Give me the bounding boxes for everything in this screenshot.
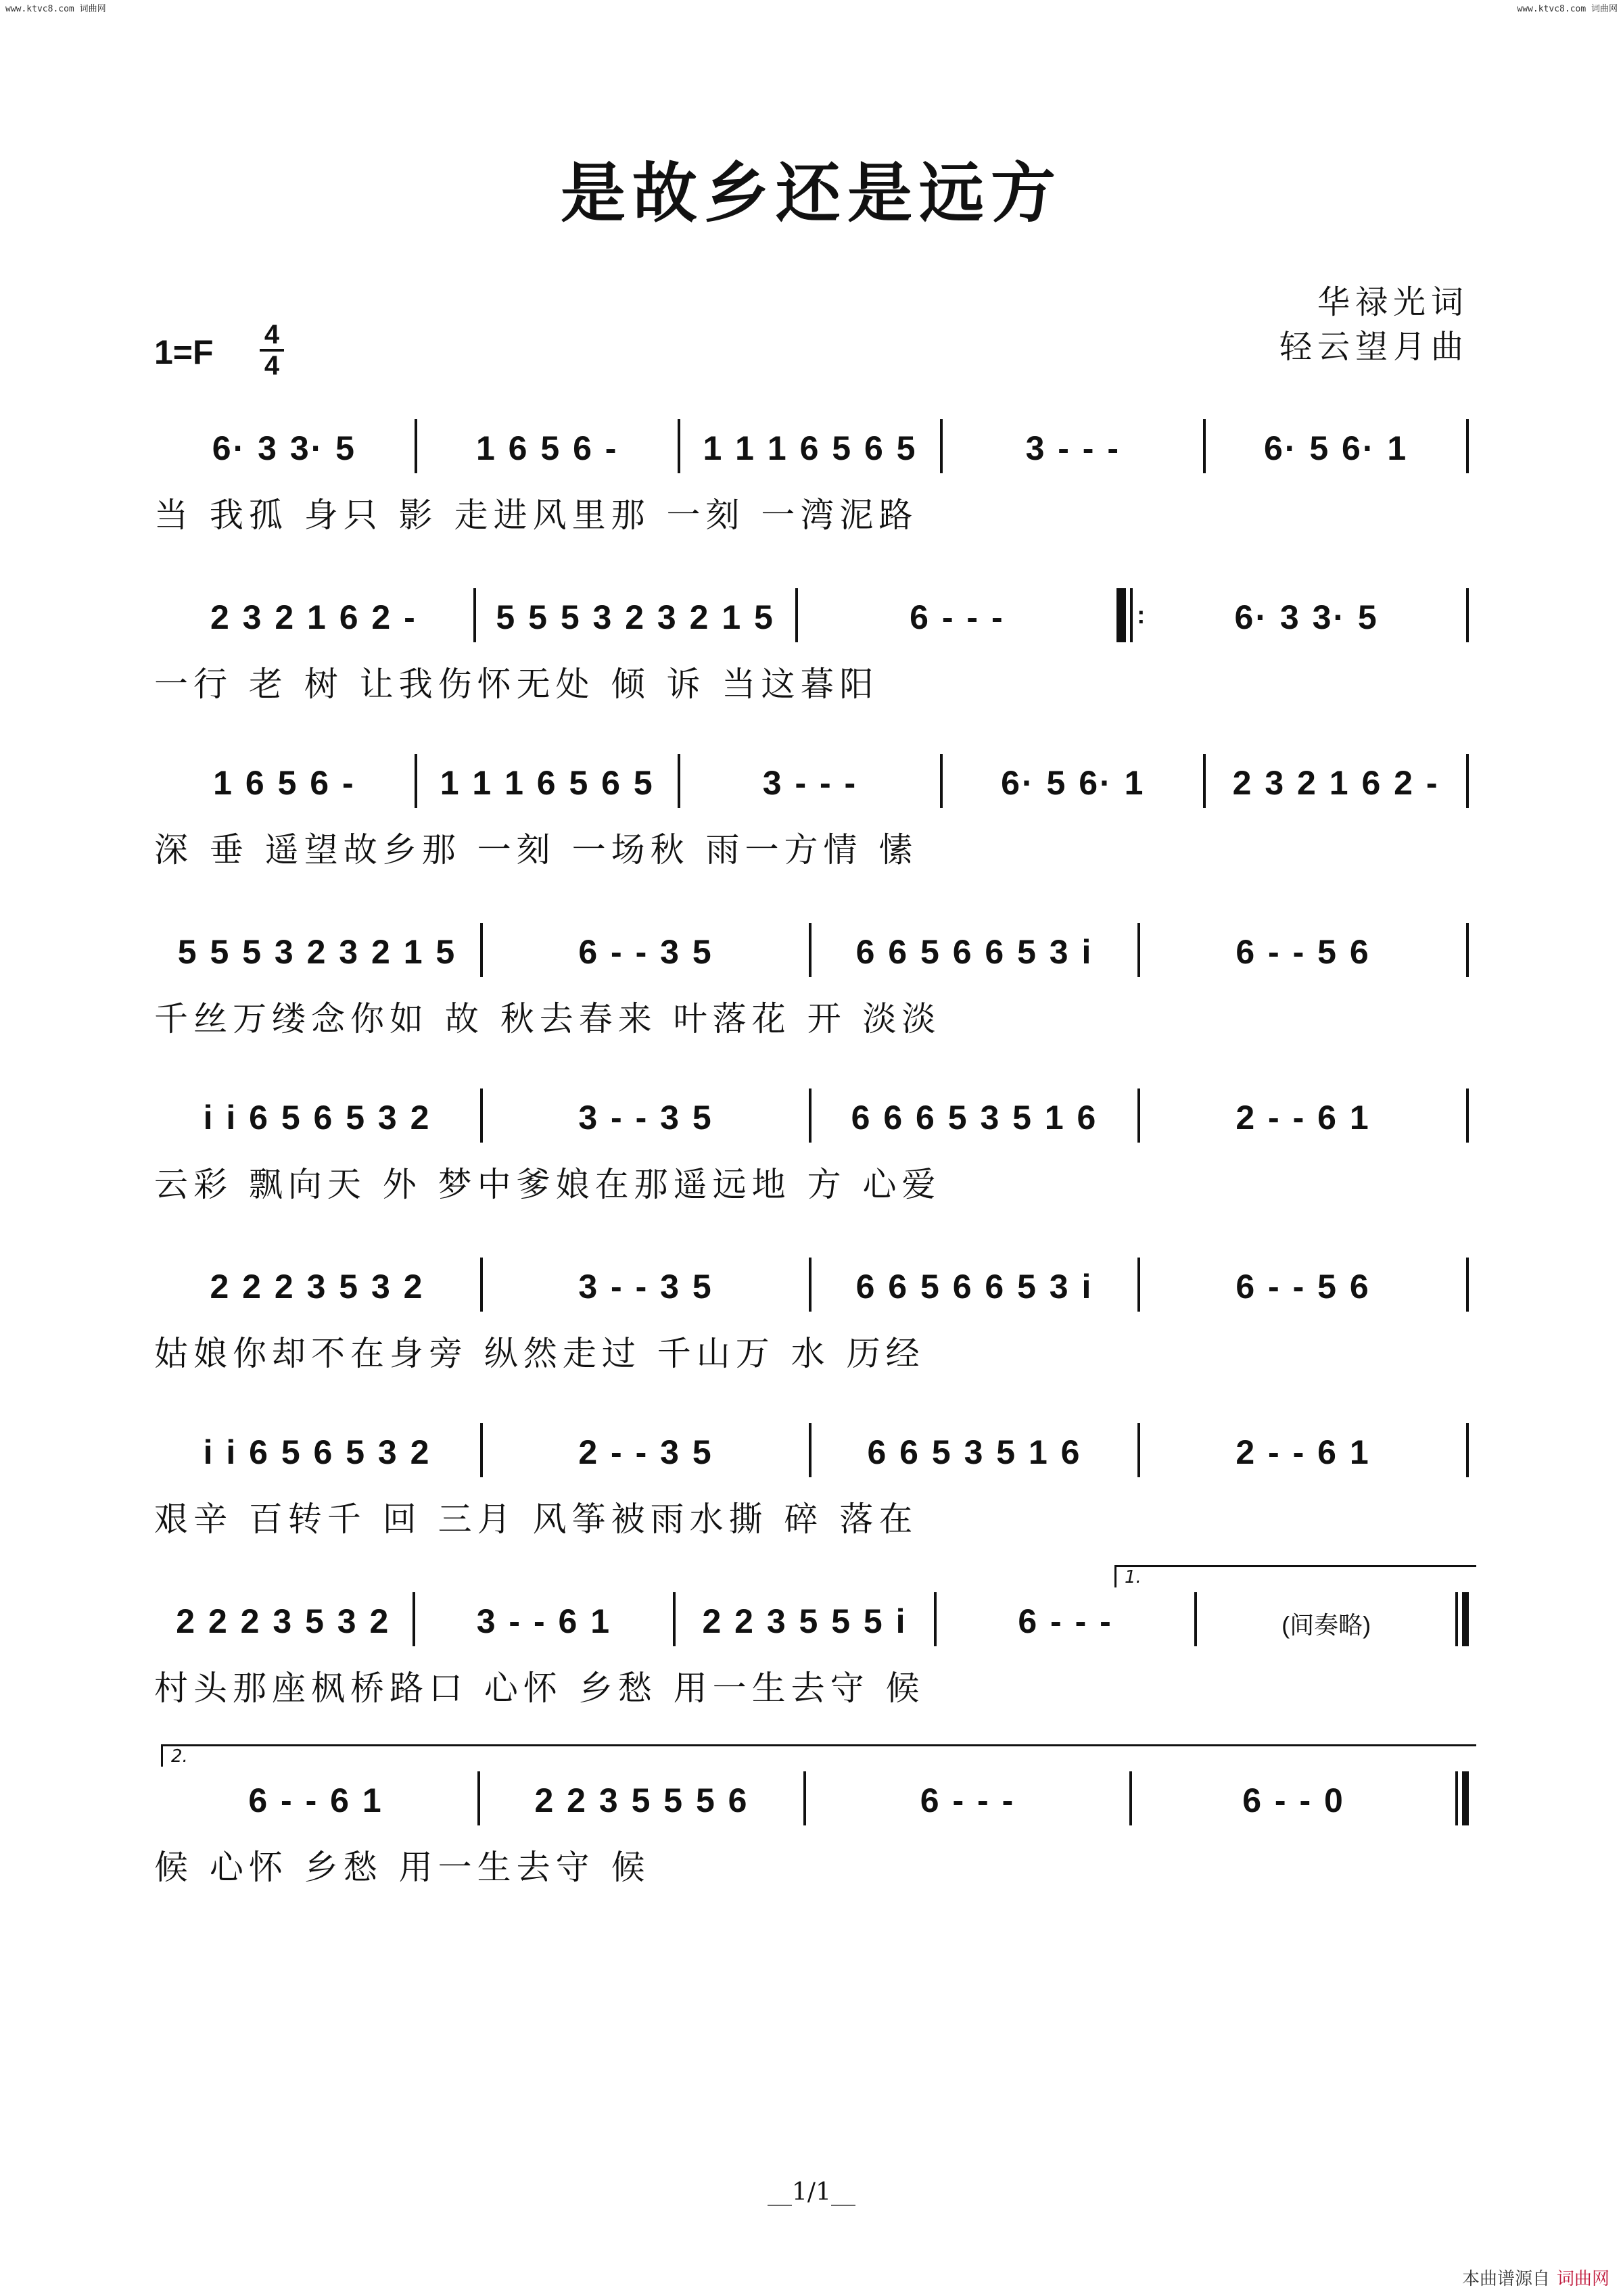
barline — [1466, 1423, 1469, 1477]
measure-notes: 2 - - 6 1 — [1236, 1099, 1371, 1137]
measure-notes: 2 3 2 1 6 2 - — [210, 598, 417, 636]
notation-row — [154, 588, 1469, 642]
measure — [1147, 598, 1466, 642]
measure-notes: 2 3 2 1 6 2 - — [1232, 764, 1440, 802]
notation-row — [154, 1771, 1469, 1825]
measure — [812, 932, 1137, 977]
notation-row — [154, 1258, 1469, 1312]
score-system — [154, 1746, 1469, 1888]
measure — [1132, 1781, 1455, 1825]
measure-notes: 1 6 5 6 - — [213, 764, 356, 802]
measure-notes: 2 - - 3 5 — [578, 1433, 713, 1471]
measure-notes: 3 - - 3 5 — [578, 1268, 713, 1306]
time-signature-bottom: 4 — [264, 351, 280, 381]
page-number: __1/1__ — [768, 2178, 855, 2206]
volta-bracket: 1. — [1114, 1565, 1476, 1587]
measure — [798, 598, 1117, 642]
site-url-right: www.ktvc8.com 词曲网 — [1517, 4, 1618, 14]
measure-notes: 6· 3 3· 5 — [212, 429, 356, 467]
lyrics-line: 候 心怀 乡愁 用一生去守 候 — [154, 1848, 651, 1887]
measure — [1206, 763, 1466, 808]
barline — [1466, 1258, 1469, 1312]
measure — [943, 763, 1203, 808]
measure-notes: 6 - - 3 5 — [578, 933, 713, 971]
measure — [483, 1267, 809, 1312]
measure — [812, 1267, 1137, 1312]
measure-notes: 2 2 3 5 5 5 6 — [534, 1781, 749, 1819]
lyrics-line: 一行 老 树 让我伤怀无处 倾 诉 当这暮阳 — [154, 665, 879, 704]
measure — [1140, 932, 1466, 977]
measure — [943, 429, 1203, 473]
site-url-left: www.ktvc8.com 词曲网 — [5, 4, 106, 14]
interlude-note: (间奏略) — [1281, 1611, 1371, 1639]
repeat-end-barline — [1455, 1592, 1469, 1646]
measure — [154, 598, 473, 642]
measure-notes: 6 - - - — [1018, 1602, 1113, 1640]
measure-notes: i i 6 5 6 5 3 2 — [203, 1099, 431, 1137]
measure — [154, 1602, 413, 1646]
composer-credit: 轻云望月曲 — [1279, 328, 1469, 366]
notation-row — [154, 419, 1469, 473]
score-system — [154, 1423, 1469, 1539]
score-system — [154, 754, 1469, 870]
measure-notes: 6 - - 5 6 — [1236, 933, 1371, 971]
measure — [154, 1098, 480, 1143]
lyrics-line: 村头那座枫桥路口 心怀 乡愁 用一生去守 候 — [154, 1669, 925, 1708]
measure — [154, 1781, 477, 1825]
measure-notes: 3 - - - — [1025, 429, 1121, 467]
time-signature-top: 4 — [264, 320, 280, 350]
notation-row — [154, 923, 1469, 977]
key-signature: 1=F — [154, 333, 214, 371]
measure — [417, 763, 678, 808]
measure — [812, 1098, 1137, 1143]
notation-row — [154, 1089, 1469, 1143]
lyricist-credit: 华禄光词 — [1317, 283, 1469, 321]
score-system — [154, 1258, 1469, 1374]
measure — [154, 932, 480, 977]
measure-notes: 1 1 1 6 5 6 5 — [703, 429, 918, 467]
measure-notes: 6· 5 6· 1 — [1001, 764, 1146, 802]
measure-notes: 6 6 5 3 5 1 6 — [867, 1433, 1082, 1471]
measure-notes: 6 - - - — [920, 1781, 1016, 1819]
measure-notes: 6 6 5 6 6 5 3 i — [855, 1268, 1093, 1306]
measure — [417, 429, 678, 473]
song-title: 是故乡还是远方 — [561, 155, 1062, 231]
measure — [483, 1098, 809, 1143]
barline — [1466, 754, 1469, 808]
measure — [680, 763, 941, 808]
measure — [154, 763, 415, 808]
measure — [154, 1433, 480, 1477]
measure — [480, 1781, 803, 1825]
measure-notes: 6 6 5 6 6 5 3 i — [855, 933, 1093, 971]
measure-notes: 6· 5 6· 1 — [1263, 429, 1409, 467]
barline — [1466, 419, 1469, 473]
lyrics-line: 艰辛 百转千 回 三月 风筝被雨水撕 碎 落在 — [154, 1500, 918, 1539]
final-barline — [1455, 1771, 1469, 1825]
notation-row — [154, 1592, 1469, 1646]
measure — [1140, 1433, 1466, 1477]
measure — [812, 1433, 1137, 1477]
measure-notes: 1 1 1 6 5 6 5 — [440, 764, 655, 802]
measure-notes: 3 - - 3 5 — [578, 1099, 713, 1137]
measure — [1206, 429, 1466, 473]
lyrics-line: 云彩 飘向天 外 梦中爹娘在那遥远地 方 心爱 — [154, 1165, 941, 1204]
measure — [154, 1267, 480, 1312]
lyrics-line: 深 垂 遥望故乡那 一刻 一场秋 雨一方情 愫 — [154, 830, 918, 869]
measure — [483, 932, 809, 977]
measure-notes: 6· 3 3· 5 — [1234, 598, 1379, 636]
measure-notes: 5 5 5 3 2 3 2 1 5 — [177, 933, 457, 971]
brand-footer — [1462, 2265, 1609, 2290]
barline — [1466, 588, 1469, 642]
time-signature — [258, 322, 285, 379]
measure-notes: 3 - - - — [762, 764, 858, 802]
score-system — [154, 588, 1469, 704]
barline — [1466, 923, 1469, 977]
barline — [1466, 1089, 1469, 1143]
brand-logo-text: 词曲网 — [1556, 2269, 1609, 2289]
measure-notes: i i 6 5 6 5 3 2 — [203, 1433, 431, 1471]
lyrics-line: 姑娘你却不在身旁 纵然走过 千山万 水 历经 — [154, 1334, 925, 1373]
lyrics-line: 千丝万缕念你如 故 秋去春来 叶落花 开 淡淡 — [154, 999, 941, 1038]
measure-notes: 1 6 5 6 - — [475, 429, 619, 467]
lyrics-line: 当 我孤 身只 影 走进风里那 一刻 一湾泥路 — [154, 496, 918, 535]
measure — [806, 1781, 1129, 1825]
measure — [415, 1602, 674, 1646]
measure-notes: 6 - - 5 6 — [1236, 1268, 1371, 1306]
measure — [476, 598, 795, 642]
measure-notes: 2 2 3 5 5 5 i — [702, 1602, 908, 1640]
measure — [1140, 1098, 1466, 1143]
notation-row — [154, 754, 1469, 808]
measure-notes: 2 2 2 3 5 3 2 — [176, 1602, 391, 1640]
measure-notes: 5 5 5 3 2 3 2 1 5 — [496, 598, 775, 636]
measure-notes: 2 - - 6 1 — [1236, 1433, 1371, 1471]
measure-notes: 2 2 2 3 5 3 2 — [210, 1268, 425, 1306]
measure — [676, 1602, 934, 1646]
measure — [154, 429, 415, 473]
brand-source-text: 本曲谱源自 — [1461, 2269, 1550, 2289]
volta-bracket: 2. — [161, 1744, 1476, 1767]
measure-notes: 6 - - 0 — [1242, 1781, 1345, 1819]
measure — [483, 1433, 809, 1477]
notation-row — [154, 1423, 1469, 1477]
measure — [1140, 1267, 1466, 1312]
repeat-start-sign: : — [1119, 588, 1147, 642]
measure — [937, 1602, 1195, 1646]
measure — [1197, 1606, 1455, 1646]
measure-notes: 6 6 6 5 3 5 1 6 — [851, 1099, 1098, 1137]
measure-notes: 3 - - 6 1 — [476, 1602, 612, 1640]
measure — [680, 429, 941, 473]
score-system — [154, 419, 1469, 535]
score-system — [154, 923, 1469, 1039]
measure-notes: 6 - - 6 1 — [248, 1781, 383, 1819]
score-system — [154, 1567, 1469, 1708]
measure-notes: 6 - - - — [910, 598, 1005, 636]
score-system — [154, 1089, 1469, 1205]
